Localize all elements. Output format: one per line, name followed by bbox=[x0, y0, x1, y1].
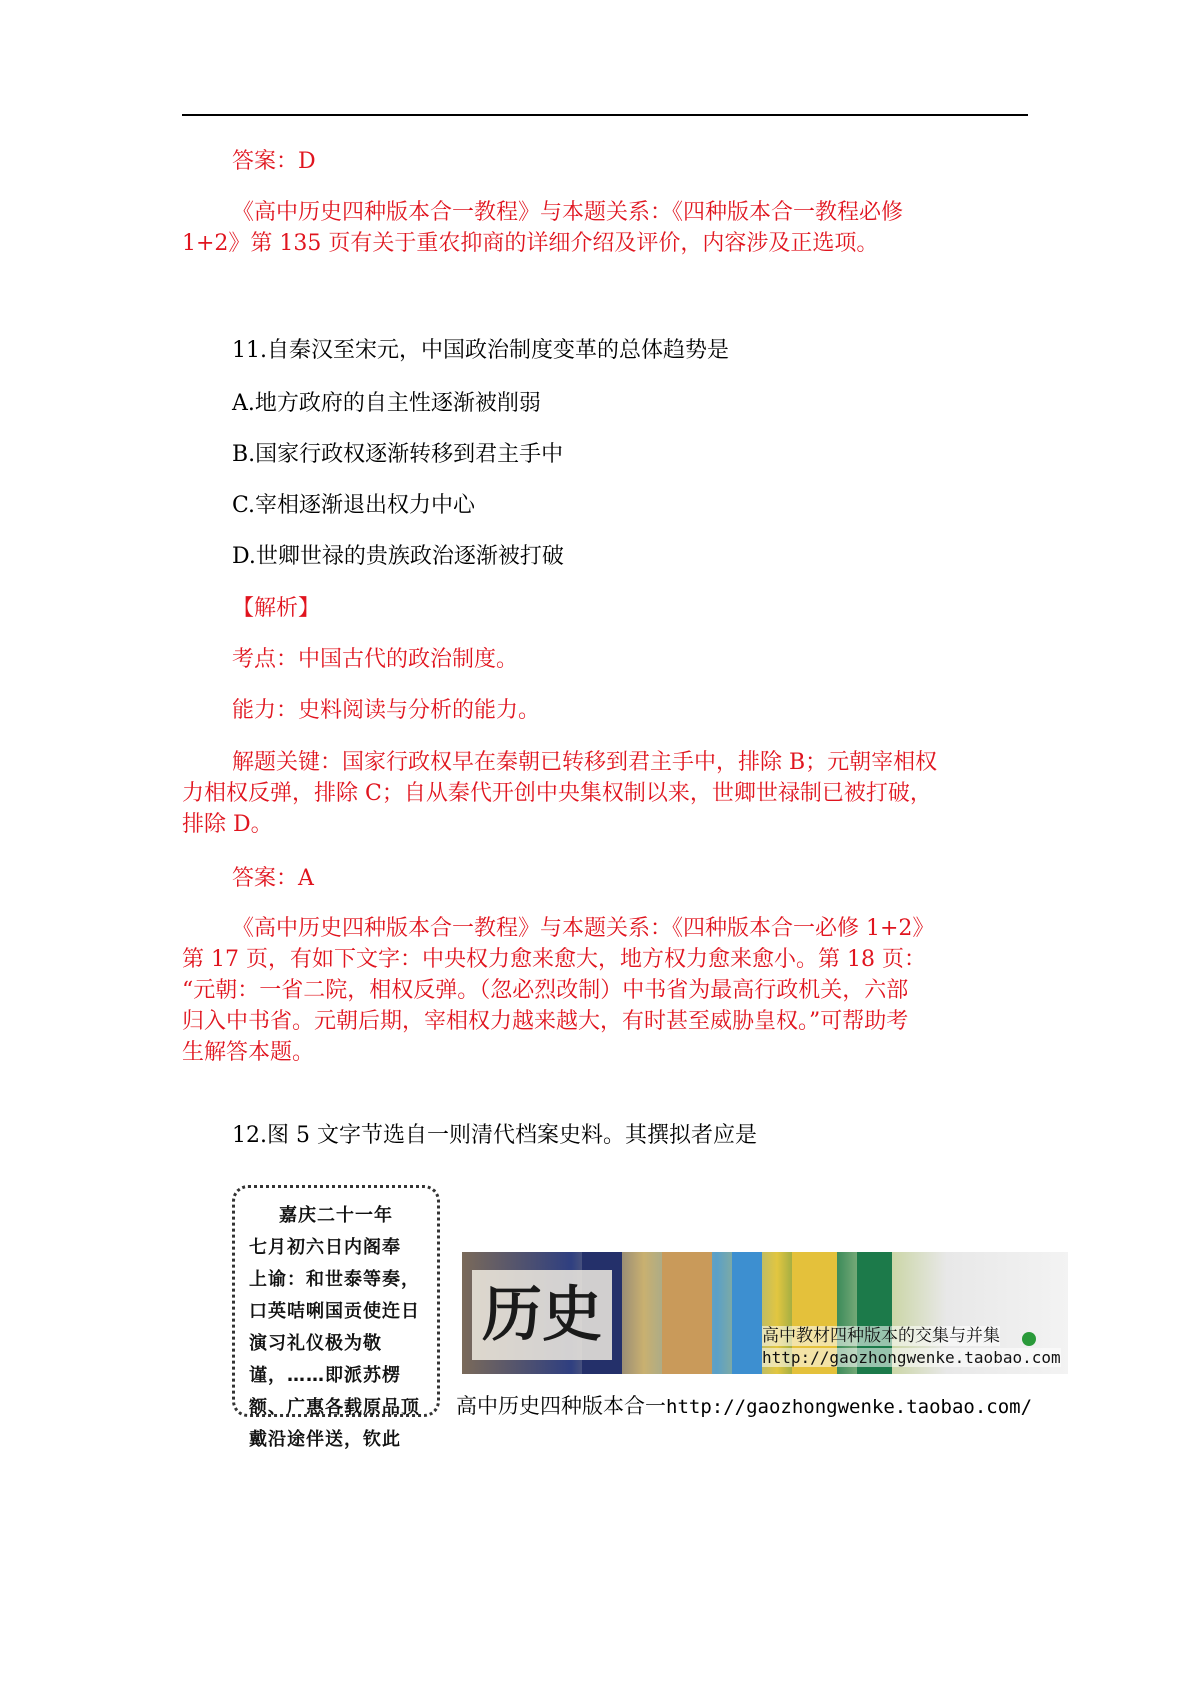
textbook-banner-image bbox=[462, 1252, 1068, 1374]
figure-line: 七月初六日内阁奉 bbox=[249, 1237, 401, 1258]
banner-caption-cn: 高中历史四种版本合一 bbox=[456, 1394, 666, 1418]
figure-line: 演习礼仪极为敬 bbox=[249, 1333, 382, 1354]
reference-q11 bbox=[182, 913, 1032, 1068]
figure-line: 上谕：和世泰等奏， bbox=[249, 1269, 420, 1290]
header-rule bbox=[182, 114, 1028, 116]
analysis-key-line1: 解题关键：国家行政权早在秦朝已转移到君主手中，排除 B；元朝宰相权 bbox=[232, 750, 938, 775]
banner-caption-line bbox=[456, 1390, 1032, 1420]
question-11-stem: 11.自秦汉至宋元，中国政治制度变革的总体趋势是 bbox=[232, 338, 729, 363]
question-11-option-a: A.地方政府的自主性逐渐被削弱 bbox=[232, 391, 541, 416]
question-12-stem: 12.图 5 文字节选自一则清代档案史料。其撰拟者应是 bbox=[232, 1123, 757, 1148]
banner-book-title: 历史 bbox=[472, 1270, 612, 1360]
answer-prev: 答案：D bbox=[232, 149, 316, 174]
analysis-nengli: 能力：史料阅读与分析的能力。 bbox=[232, 698, 541, 723]
analysis-heading: 【解析】 bbox=[232, 596, 321, 621]
banner-url: http://gaozhongwenke.taobao.com bbox=[762, 1348, 1061, 1367]
book-spine bbox=[732, 1252, 762, 1374]
question-11-option-b: B.国家行政权逐渐转移到君主手中 bbox=[232, 442, 564, 467]
analysis-kaodian: 考点：中国古代的政治制度。 bbox=[232, 647, 519, 672]
figure-line: 额、广惠各载原品顶 bbox=[249, 1397, 420, 1418]
banner-caption-link[interactable]: http://gaozhongwenke.taobao.com/ bbox=[666, 1396, 1033, 1418]
question-11-option-c: C.宰相逐渐退出权力中心 bbox=[232, 493, 476, 518]
reference-prev-line2: 1+2》第 135 页有关于重农抑商的详细介绍及评价，内容涉及正选项。 bbox=[182, 231, 879, 256]
analysis-key-line3: 排除 D。 bbox=[182, 812, 273, 837]
figure-line: 戴沿途伴送，钦此 bbox=[249, 1429, 401, 1450]
reference-q11-line3: “元朝：一省二院，相权反弹。（忽必烈改制）中书省为最高行政机关，六部 bbox=[182, 978, 909, 1003]
analysis-key bbox=[182, 747, 1032, 840]
reference-q11-line5: 生解答本题。 bbox=[182, 1040, 315, 1065]
reference-q11-line1: 《高中历史四种版本合一教程》与本题关系：《四种版本合一必修 1+2》 bbox=[232, 916, 935, 941]
green-dot-icon bbox=[1022, 1332, 1036, 1346]
reference-prev-line1: 《高中历史四种版本合一教程》与本题关系：《四种版本合一教程必修 bbox=[232, 200, 904, 225]
book-spine bbox=[662, 1252, 712, 1374]
figure-line: 嘉庆二十一年 bbox=[279, 1205, 393, 1226]
reference-q11-line4: 归入中书省。元朝后期，宰相权力越来越大，有时甚至威胁皇权。”可帮助考 bbox=[182, 1009, 909, 1034]
reference-q11-line2: 第 17 页，有如下文字：中央权力愈来愈大，地方权力愈来愈小。第 18 页： bbox=[182, 947, 926, 972]
figure-line: 口英咭唎国贡使迕日 bbox=[249, 1301, 420, 1322]
figure-line: 谨，……即派苏楞 bbox=[249, 1365, 401, 1386]
analysis-key-line2: 力相权反弹，排除 C；自从秦代开创中央集权制以来，世卿世禄制已被打破， bbox=[182, 781, 932, 806]
reference-prev bbox=[182, 197, 1032, 259]
banner-caption: 高中教材四种版本的交集与并集 bbox=[762, 1326, 1000, 1346]
figure-5-archive-text bbox=[232, 1185, 440, 1450]
question-11-option-d: D.世卿世禄的贵族政治逐渐被打破 bbox=[232, 544, 564, 569]
answer-q11: 答案：A bbox=[232, 866, 314, 891]
